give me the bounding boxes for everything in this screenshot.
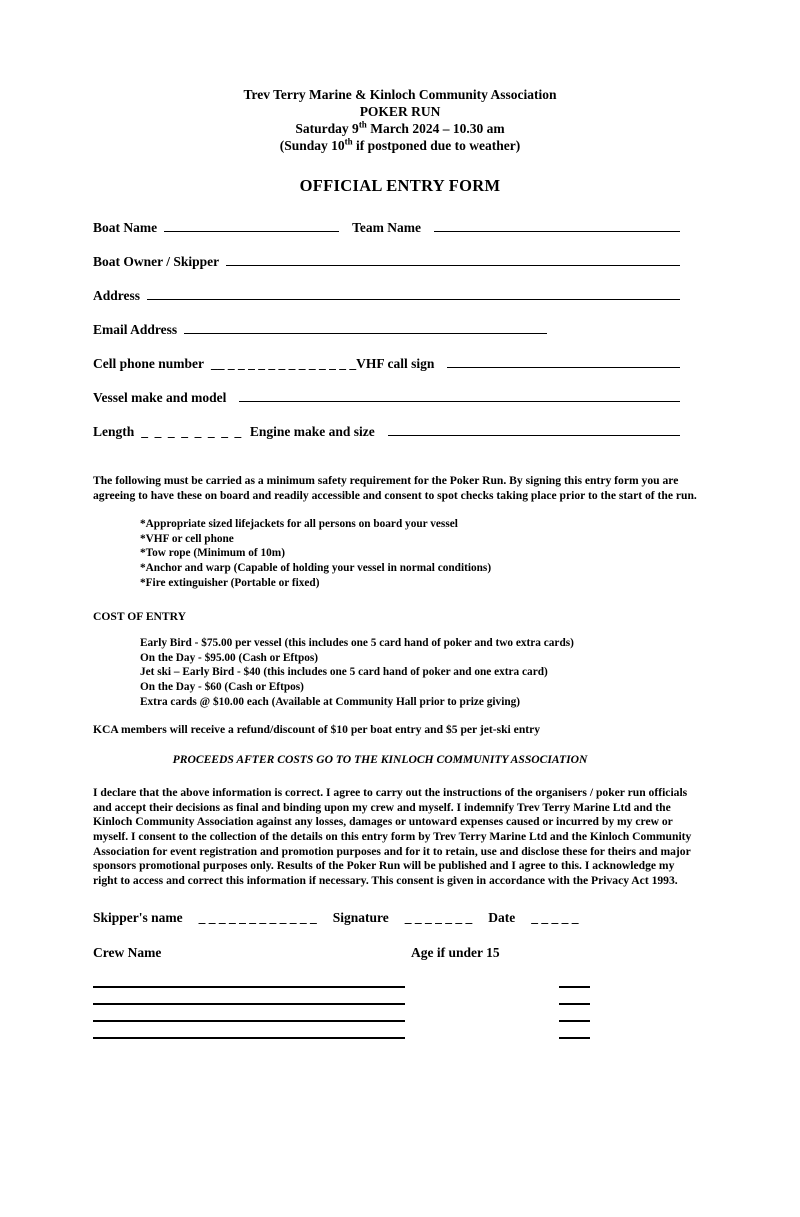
list-item: Extra cards @ $10.00 each (Available at Community Hall prior to prize giving) [140,695,521,708]
event-date-prefix: Saturday 9 [295,121,359,136]
cost-of-entry-list [0,636,800,709]
proceeds-statement: PROCEEDS AFTER COSTS GO TO THE KINLOCH COMMUNITY ASSOCIATION [172,753,588,767]
list-item: *Appropriate sized lifejackets for all persons on board your vessel [140,518,458,531]
postponement-suffix: if postponed due to weather) [352,138,521,153]
signature-label: Signature [332,910,389,926]
skipper-name-input[interactable]: _ _ _ _ _ _ _ _ _ _ _ _ [198,910,317,926]
crew-age-input[interactable] [559,1037,590,1039]
list-item: Jet ski – Early Bird - $40 (this includes one 5 card hand of poker and one extra card) [140,666,548,679]
crew-name-input[interactable] [93,1003,405,1005]
table-row [93,993,800,1010]
cost-of-entry-heading: COST OF ENTRY [93,610,187,624]
crew-name-input[interactable] [93,986,405,988]
address-label: Address [93,288,141,303]
field-row-cell-vhf [93,356,680,390]
list-item: On the Day - $95.00 (Cash or Eftpos) [140,651,319,664]
boat-name-input[interactable] [164,220,339,232]
entry-form-page [0,86,800,1217]
organisation-title: Trev Terry Marine & Kinloch Community Association [243,87,557,102]
length-label: Length [93,424,135,439]
list-item: Early Bird - $75.00 per vessel (this includes one 5 card hand of poker and two extra cards) [140,637,574,650]
declaration-paragraph: I declare that the above information is correct. I agree to carry out the instructions of the organisers / poker run officials and accept their decisions as final and binding upon my crew and myself. I indemnify Trev Terry Marine Ltd and the Kinloch Community Association against any losses, damages or untoward expenses caused or incurred by my crew or myself. I consent to the collection of the details on this entry form by Trev Terry Marine Ltd and the Kinloch Community Association for event registration and promotion purposes and for it to retain, use and disclose these for theirs and major sponsors promotional purposes only. Results of the Poker Run will be published and I agree to this. I acknowledge my right to access and correct this information if necessary. This consent is given in accordance with the Privacy Act 1993. [93,786,692,887]
list-item: *VHF or cell phone [140,532,234,545]
vessel-make-model-label: Vessel make and model [93,390,227,405]
event-date [0,120,800,137]
event-title: POKER RUN [359,104,441,119]
postponement-ordinal: th [344,136,353,147]
crew-name-input[interactable] [93,1037,405,1039]
postponement-prefix: (Sunday 10 [279,138,345,153]
crew-name-input[interactable] [93,1020,405,1022]
field-row-length-engine [93,424,680,458]
boat-owner-input[interactable] [226,254,680,266]
crew-age-input[interactable] [559,1003,590,1005]
boat-owner-label: Boat Owner / Skipper [93,254,220,269]
cell-phone-label: Cell phone number [93,356,205,371]
vhf-call-sign-label: VHF call sign [356,356,435,371]
list-item: *Fire extinguisher (Portable or fixed) [140,576,320,589]
field-row-address [93,288,680,322]
crew-name-header: Crew Name [93,945,162,961]
vessel-make-model-input[interactable] [239,390,680,402]
crew-age-input[interactable] [559,1020,590,1022]
kca-member-discount-note: KCA members will receive a refund/discount of $10 per boat entry and $5 per jet-ski entry [93,723,541,737]
safety-equipment-list [0,517,800,590]
field-row-email [93,322,680,356]
email-label: Email Address [93,322,178,337]
event-date-ordinal: th [358,119,367,130]
team-name-label: Team Name [352,220,421,235]
date-input[interactable]: _ _ _ _ _ [531,910,579,926]
signature-row [0,910,800,926]
cell-phone-input[interactable]: __ _ _ _ _ _ _ _ _ _ _ _ _ _ [211,356,357,371]
length-input[interactable]: _ _ _ _ _ _ _ _ [141,424,243,439]
table-row [93,976,800,993]
email-input[interactable] [184,322,547,334]
list-item: *Anchor and warp (Capable of holding your vessel in normal conditions) [140,561,492,574]
crew-table-rows [0,976,800,1044]
vhf-call-sign-input[interactable] [447,356,680,368]
safety-requirements-paragraph: The following must be carried as a minimum safety requirement for the Poker Run. By signing this entry form you are agreeing to have these on board and readily accessible and consent to spot checks taking place prior to the start of the run. [93,474,697,502]
boat-name-label: Boat Name [93,220,158,235]
postponement-note [0,137,800,154]
table-row [93,1010,800,1027]
list-item: On the Day - $60 (Cash or Eftpos) [140,680,304,693]
event-date-suffix: March 2024 – 10.30 am [366,121,505,136]
field-row-boat-owner [93,254,680,288]
field-row-vessel [93,390,680,424]
field-row-boat-team [93,220,680,254]
address-input[interactable] [147,288,680,300]
list-item: *Tow rope (Minimum of 10m) [140,547,285,560]
engine-make-size-input[interactable] [388,424,680,436]
team-name-input[interactable] [434,220,680,232]
date-label: Date [488,910,516,926]
signature-input[interactable]: _ _ _ _ _ _ _ [404,910,473,926]
document-header [0,86,800,154]
crew-age-input[interactable] [559,986,590,988]
form-fields [0,220,800,458]
table-row [93,1027,800,1044]
engine-make-size-label: Engine make and size [249,424,375,439]
crew-table-header [0,945,800,965]
page-title: OFFICIAL ENTRY FORM [299,176,501,195]
skipper-name-label: Skipper's name [93,910,183,926]
crew-age-header: Age if under 15 [411,945,500,961]
